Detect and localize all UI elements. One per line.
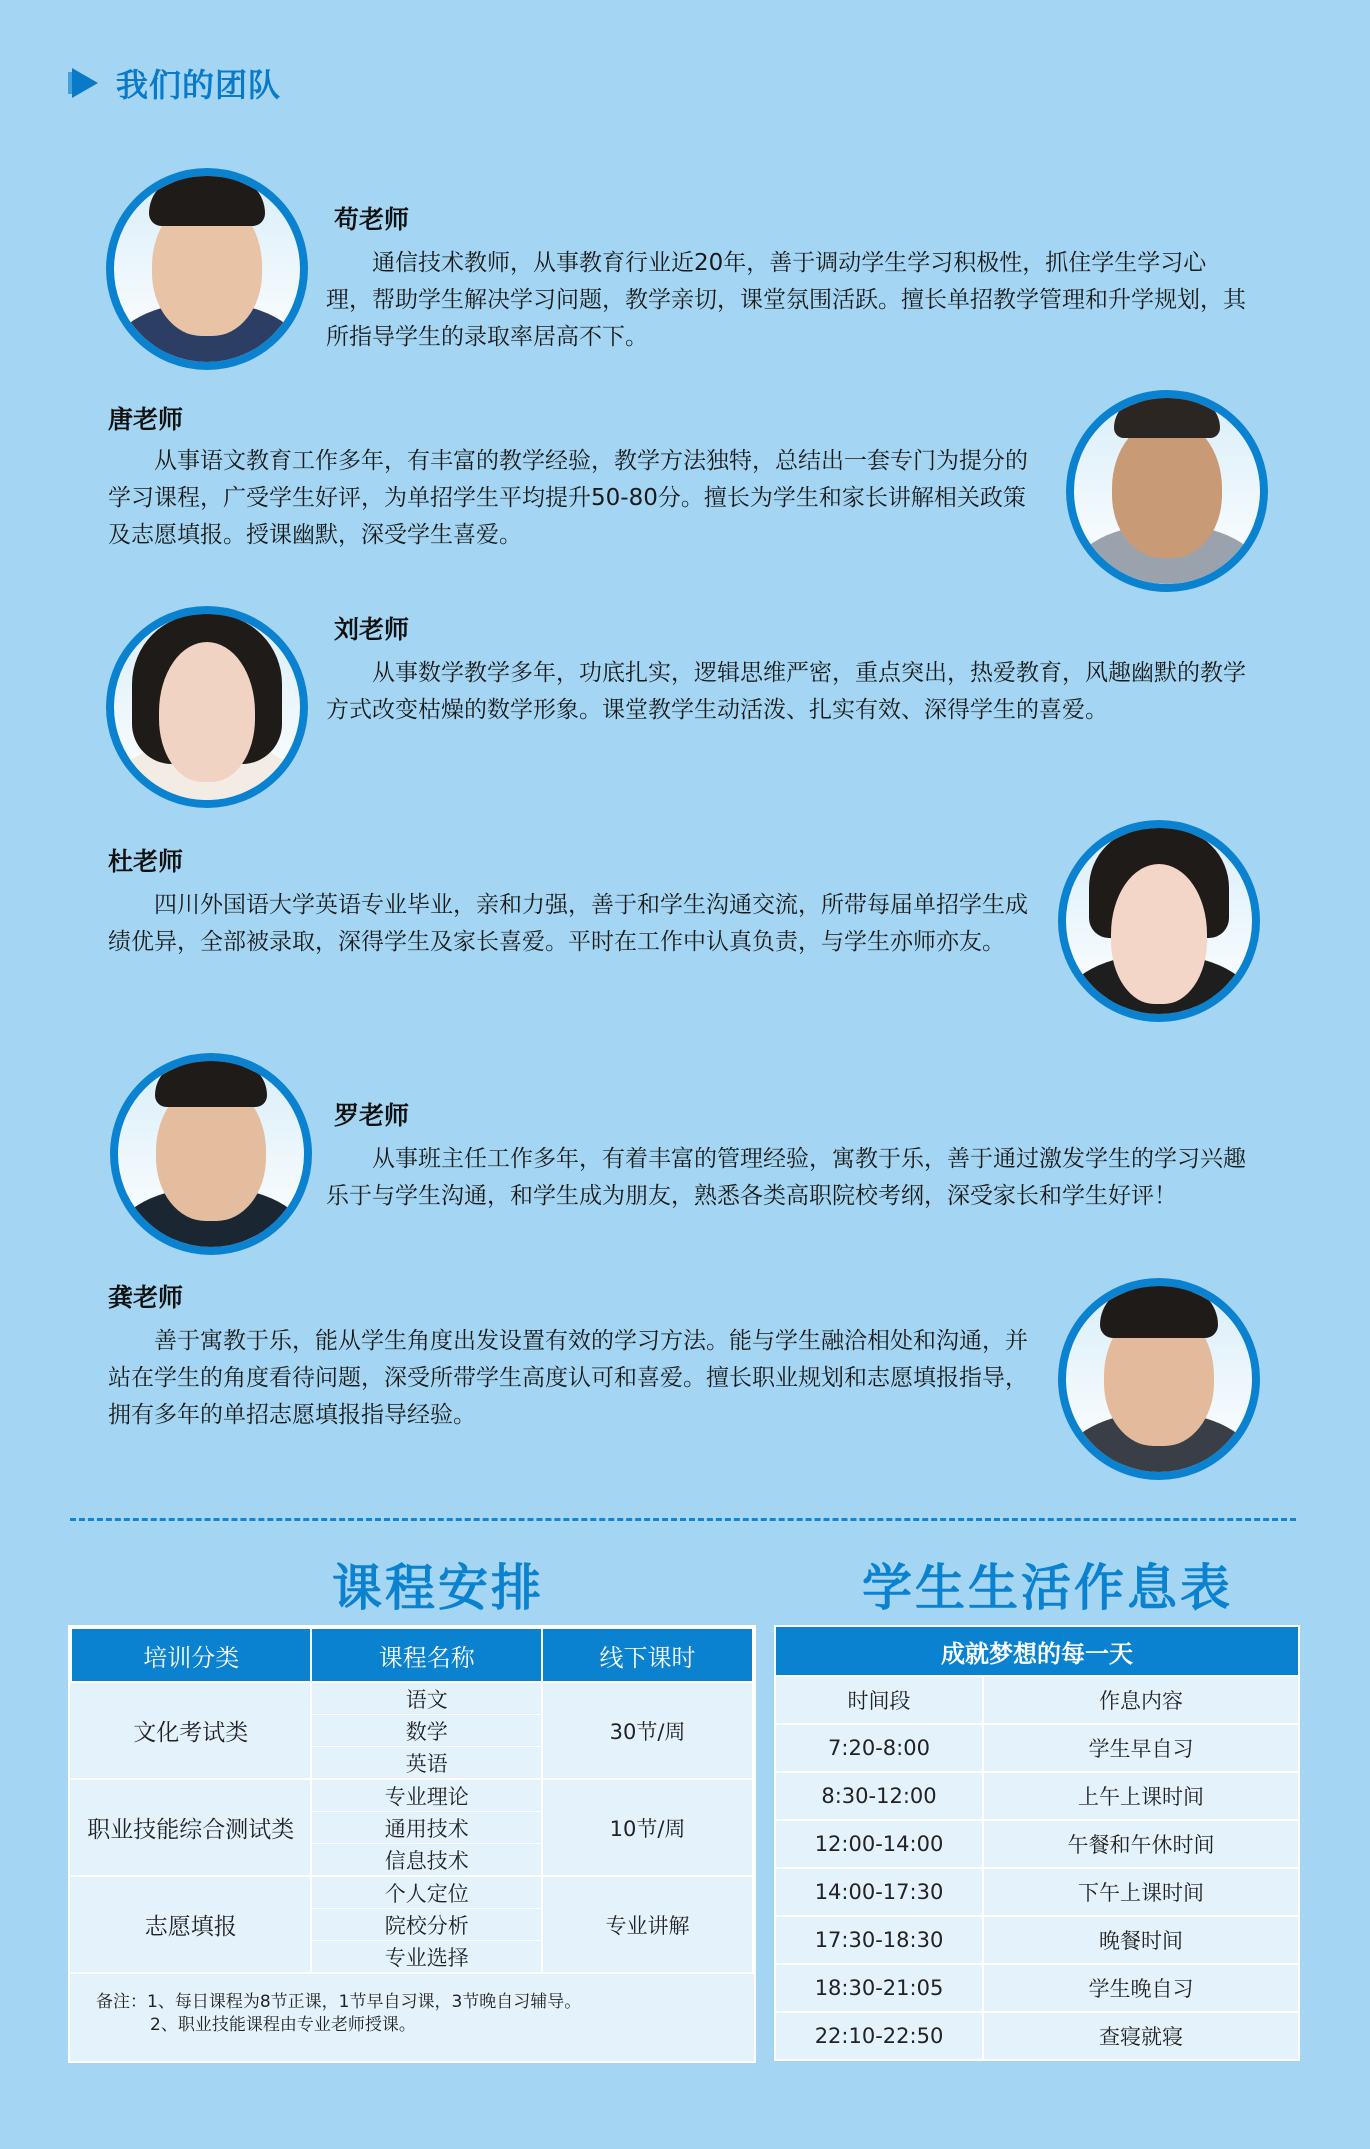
table-row xyxy=(775,1676,1299,1724)
table-row xyxy=(775,1724,1299,1772)
teacher-bio-tang: 从事语文教育工作多年，有丰富的教学经验，教学方法独特，总结出一套专门为提分的学习课程，广受学生好评，为单招学生平均提升50-80分。擅长为学生和家长讲解相关政策及志愿填报。授课幽默，深受学生喜爱。 xyxy=(108,448,1028,548)
schedule-activity: 学生晚自习 xyxy=(983,1964,1299,2012)
team-title: 我们的团队 xyxy=(116,66,282,104)
teacher-bio-gou: 通信技术教师，从事教育行业近20年，善于调动学生学习积极性，抓住学生学习心理，帮助学生解决学习问题，教学亲切，课堂氛围活跃。擅长单招教学管理和升学规划，其所指导学生的录取率居高不下。 xyxy=(326,250,1246,350)
team-section-header xyxy=(72,60,281,106)
course-name: 专业理论 xyxy=(311,1779,542,1812)
schedule-table xyxy=(774,1625,1300,2061)
teacher-bio-gong: 善于寓教于乐，能从学生角度出发设置有效的学习方法。能与学生融洽相处和沟通，并站在学生的角度看待问题，深受所带学生高度认可和喜爱。擅长职业规划和志愿填报指导，拥有多年的单招志愿填报指导经验。 xyxy=(108,1328,1028,1428)
teacher-name-luo: 罗老师 xyxy=(334,1101,410,1130)
schedule-activity: 上午上课时间 xyxy=(983,1772,1299,1820)
teacher-photo-gou xyxy=(106,130,306,370)
triangle-play-icon xyxy=(72,68,98,98)
table-row xyxy=(775,1772,1299,1820)
course-name: 个人定位 xyxy=(311,1876,542,1909)
table-row xyxy=(775,1964,1299,2012)
course-note-line2: 2、职业技能课程由专业老师授课。 xyxy=(150,2015,416,2035)
course-table xyxy=(70,1627,754,1974)
teacher-name-gou: 苟老师 xyxy=(334,205,410,234)
course-name: 通用技术 xyxy=(311,1812,542,1844)
schedule-time: 8:30-12:00 xyxy=(775,1772,983,1820)
course-hours: 10节/周 xyxy=(542,1779,753,1876)
schedule-activity: 查寝就寝 xyxy=(983,2012,1299,2060)
teacher-bio-liu: 从事数学教学多年，功底扎实，逻辑思维严密，重点突出，热爱教育，风趣幽默的教学方式改变枯燥的数学形象。课堂教学生动活泼、扎实有效、深得学生的喜爱。 xyxy=(326,660,1246,723)
teacher-photo-liu xyxy=(106,568,306,808)
course-header-category: 培训分类 xyxy=(71,1628,311,1682)
schedule-time: 18:30-21:05 xyxy=(775,1964,983,2012)
table-row xyxy=(71,1779,753,1812)
schedule-time: 17:30-18:30 xyxy=(775,1916,983,1964)
schedule-time: 7:20-8:00 xyxy=(775,1724,983,1772)
table-row xyxy=(71,1876,753,1909)
teacher-bio-luo: 从事班主任工作多年，有着丰富的管理经验，寓教于乐，善于通过激发学生的学习兴趣乐于与学生沟通，和学生成为朋友，熟悉各类高职院校考纲，深受家长和学生好评！ xyxy=(326,1146,1246,1209)
schedule-header-activity: 作息内容 xyxy=(983,1676,1299,1724)
teacher-photo-du xyxy=(1058,782,1258,1022)
course-header-name: 课程名称 xyxy=(311,1628,542,1682)
course-header-hours: 线下课时 xyxy=(542,1628,753,1682)
course-name: 专业选择 xyxy=(311,1941,542,1974)
schedule-time: 14:00-17:30 xyxy=(775,1868,983,1916)
teacher-bio-du: 四川外国语大学英语专业毕业，亲和力强，善于和学生沟通交流，所带每届单招学生成绩优异，全部被录取，深得学生及家长喜爱。平时在工作中认真负责，与学生亦师亦友。 xyxy=(108,892,1028,955)
course-category: 志愿填报 xyxy=(71,1876,311,1973)
schedule-time: 12:00-14:00 xyxy=(775,1820,983,1868)
course-title: 课程安排 xyxy=(332,1558,544,1617)
course-table-box xyxy=(68,1625,756,2063)
course-name: 院校分析 xyxy=(311,1909,542,1941)
schedule-banner: 成就梦想的每一天 xyxy=(775,1626,1299,1676)
course-note xyxy=(96,1991,581,2037)
teacher-photo-gong xyxy=(1058,1240,1258,1480)
teacher-name-tang: 唐老师 xyxy=(108,405,184,434)
course-hours: 30节/周 xyxy=(542,1682,753,1779)
course-name: 语文 xyxy=(311,1682,542,1715)
teacher-photo-luo xyxy=(110,1015,310,1255)
schedule-title: 学生生活作息表 xyxy=(862,1558,1233,1617)
table-row xyxy=(775,1868,1299,1916)
teacher-photo-tang xyxy=(1066,352,1266,592)
teacher-name-gong: 龚老师 xyxy=(108,1283,184,1312)
course-category: 文化考试类 xyxy=(71,1682,311,1779)
table-row xyxy=(775,1820,1299,1868)
teacher-name-du: 杜老师 xyxy=(108,847,184,876)
schedule-activity: 午餐和午休时间 xyxy=(983,1820,1299,1868)
course-name: 数学 xyxy=(311,1715,542,1747)
schedule-time: 22:10-22:50 xyxy=(775,2012,983,2060)
table-row xyxy=(71,1682,753,1715)
schedule-header-time: 时间段 xyxy=(775,1676,983,1724)
course-name: 信息技术 xyxy=(311,1844,542,1877)
schedule-activity: 下午上课时间 xyxy=(983,1868,1299,1916)
dashed-divider xyxy=(70,1518,1296,1521)
course-note-line1: 备注：1、每日课程为8节正课，1节早自习课，3节晚自习辅导。 xyxy=(96,1992,582,2012)
table-row xyxy=(775,1916,1299,1964)
teacher-name-liu: 刘老师 xyxy=(334,615,410,644)
course-name: 英语 xyxy=(311,1747,542,1780)
table-row xyxy=(775,2012,1299,2060)
course-hours: 专业讲解 xyxy=(542,1876,753,1973)
schedule-activity: 晚餐时间 xyxy=(983,1916,1299,1964)
course-category: 职业技能综合测试类 xyxy=(71,1779,311,1876)
schedule-activity: 学生早自习 xyxy=(983,1724,1299,1772)
